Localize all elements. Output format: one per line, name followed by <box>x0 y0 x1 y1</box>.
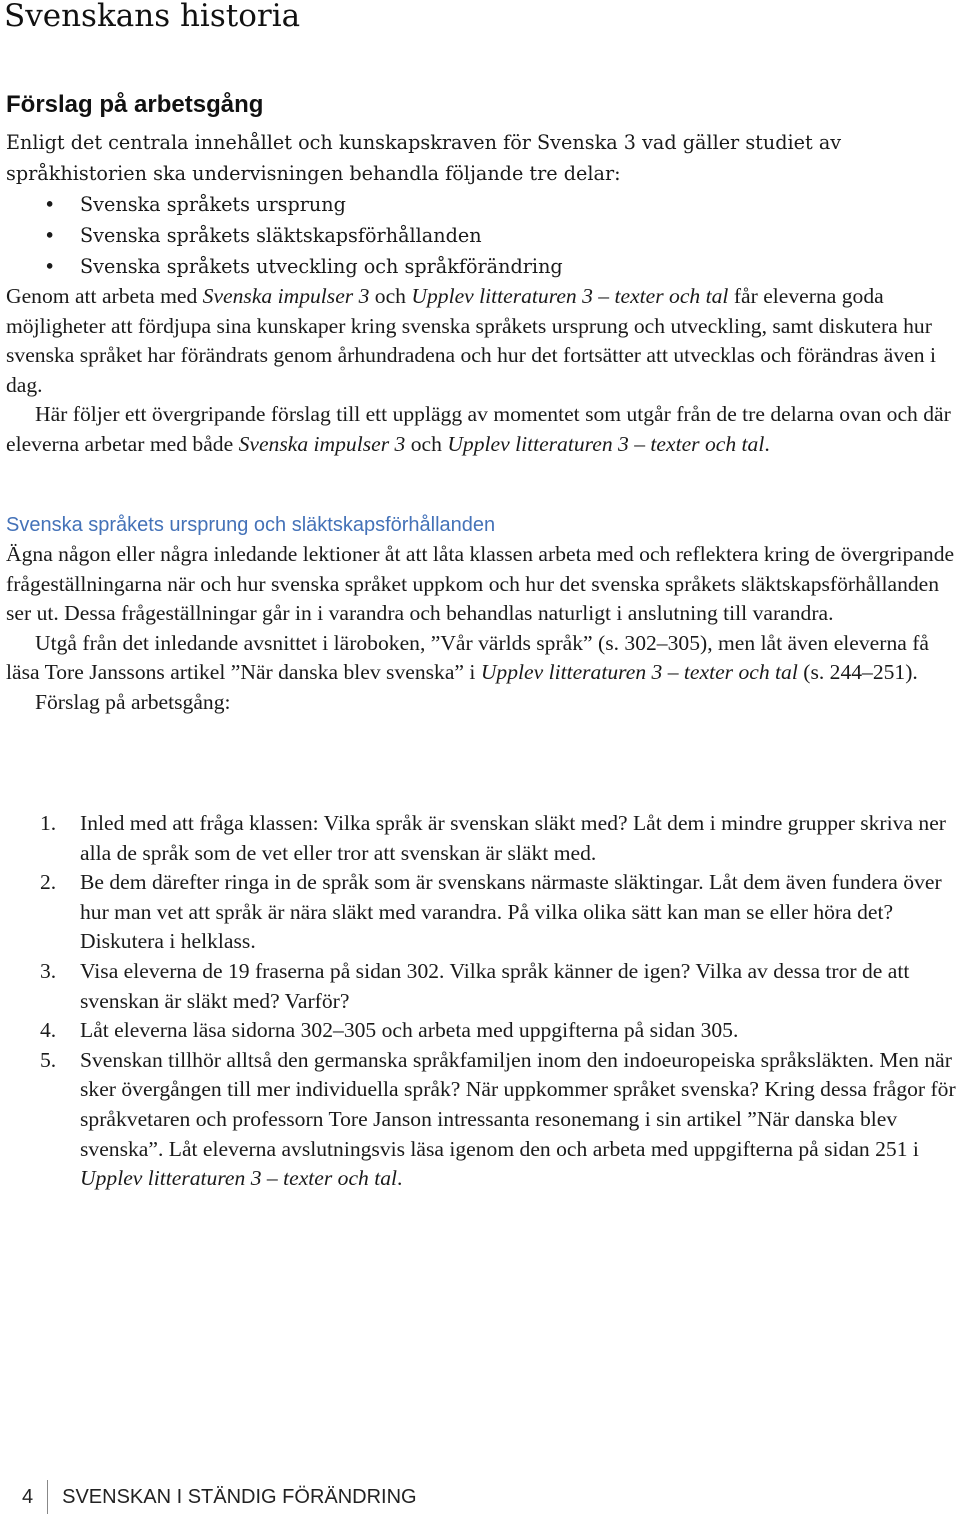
text-run: och <box>369 284 412 308</box>
text-run: får eleverna goda möjligheter att fördjupa sina kunskaper kring svenska språkets ursprung och utveckling, samt diskutera hur svenska språket har förändrats genom århundradena och hur det fortsätter att utvecklas och förändras även i dag. <box>6 284 936 397</box>
bullet-text: Svenska språkets utveckling och språkförändring <box>80 255 563 278</box>
bullet-icon: • <box>44 255 56 278</box>
step-number: 3. <box>40 958 57 983</box>
text-run: och <box>405 431 448 456</box>
steps-list <box>6 809 958 1194</box>
section-body <box>6 540 958 718</box>
text-run: . <box>764 431 770 456</box>
step-text: Visa eleverna de 19 fraserna på sidan 302. Vilka språk känner de igen? Vilka av dessa tror de att svenskan är släkt med? Varför? <box>80 958 910 1013</box>
book-title: Svenska impulser 3 <box>202 284 370 308</box>
list-item <box>6 189 958 220</box>
step-text: Låt eleverna läsa sidorna 302–305 och arbeta med uppgifterna på sidan 305. <box>80 1018 739 1043</box>
text-run: . <box>397 1166 403 1191</box>
text-run: Här följer ett övergripande förslag till ett upplägg av momentet som utgår från de tre delarna ovan och där eleverna arbetar med både <box>6 402 951 456</box>
step-text: Inled med att fråga klassen: Vilka språk är svenskan släkt med? Låt dem i mindre grupper skriva ner alla de språk som de vet eller tror att svenskan är släkt med. <box>80 811 946 865</box>
intro-bullet-list <box>6 189 958 282</box>
section-paragraph-1: Ägna någon eller några inledande lektioner åt att låta klassen arbeta med och reflektera kring de övergripande frågeställningarna när och hur svenska språket uppkom och hur det svenska språkets släktskapsförhållanden ser ut. Dessa frågeställningar går in i varandra och behandlas naturligt i anslutning till varandra. <box>6 542 955 626</box>
bullet-text: Svenska språkets ursprung <box>80 193 346 216</box>
book-title: Svenska impulser 3 <box>238 431 406 456</box>
list-item <box>6 1016 958 1046</box>
section-subheading: Svenska språkets ursprung och släktskapsförhållanden <box>6 514 496 536</box>
page-title: Svenskans historia <box>4 0 301 34</box>
book-title: Upplev litteraturen 3 – texter och tal <box>480 660 798 685</box>
bullet-icon: • <box>44 193 56 216</box>
intro-body <box>6 282 958 460</box>
steps-block <box>6 809 958 1194</box>
text-run: Genom att arbeta med <box>6 284 203 308</box>
bullet-text: Svenska språkets släktskapsförhållanden <box>80 224 482 247</box>
intro-block <box>6 127 958 282</box>
step-number: 1. <box>40 811 57 835</box>
list-item <box>6 868 958 957</box>
section-paragraph-3: Förslag på arbetsgång: <box>35 689 231 714</box>
step-number: 4. <box>40 1018 57 1043</box>
list-item <box>6 220 958 251</box>
list-item <box>6 1046 958 1194</box>
book-title: Upplev litteraturen 3 – texter och tal <box>447 431 765 456</box>
intro-paragraph-2 <box>6 282 958 400</box>
step-text: Svenskan tillhör alltså den germanska språkfamiljen inom den indoeuropeiska språksläkten. Men när sker övergången till mer individuella språk? När uppkommer språket svenska? Kring dessa frågor för språkvetaren och professorn Tore Janson intressanta resonemang i sin artikel ”När danska blev svenska”. Låt eleverna avslutningsvis läsa igenom den och arbeta med uppgifterna på sidan 251 i <box>80 1047 956 1161</box>
footer-divider <box>47 1480 48 1514</box>
footer-title: SVENSKAN I STÄNDIG FÖRÄNDRING <box>62 1485 417 1508</box>
page-number: 4 <box>22 1485 34 1508</box>
intro-paragraph-3 <box>6 400 958 459</box>
book-title: Upplev litteraturen 3 – texter och tal <box>80 1166 398 1191</box>
intro-paragraph: Enligt det centrala innehållet och kunskapskraven för Svenska 3 vad gäller studiet av språkhistorien ska undervisningen behandla följande tre delar: <box>6 131 842 185</box>
section-paragraph-2 <box>6 629 958 688</box>
bullet-icon: • <box>44 224 56 247</box>
heading-arbetsgang: Förslag på arbetsgång <box>6 91 264 118</box>
list-item <box>6 809 958 868</box>
list-item <box>6 251 958 282</box>
page-footer <box>22 1482 417 1512</box>
text-run: (s. 244–251). <box>797 660 918 685</box>
step-number: 2. <box>40 870 57 895</box>
step-number: 5. <box>40 1047 57 1072</box>
step-text: Be dem därefter ringa in de språk som är svenskans närmaste släktingar. Låt dem även fundera över hur man vet att språk är nära släkt med varandra. På vilka olika sätt kan man se eller höra det? Diskutera i helklass. <box>80 870 942 954</box>
book-title: Upplev litteraturen 3 – texter och tal <box>411 284 729 308</box>
list-item <box>6 957 958 1016</box>
text-run: Utgå från det inledande avsnittet i läroboken, ”Vår världs språk” (s. 302–305), men låt även eleverna få läsa Tore Janssons artikel ”När danska blev svenska” i <box>6 630 930 685</box>
